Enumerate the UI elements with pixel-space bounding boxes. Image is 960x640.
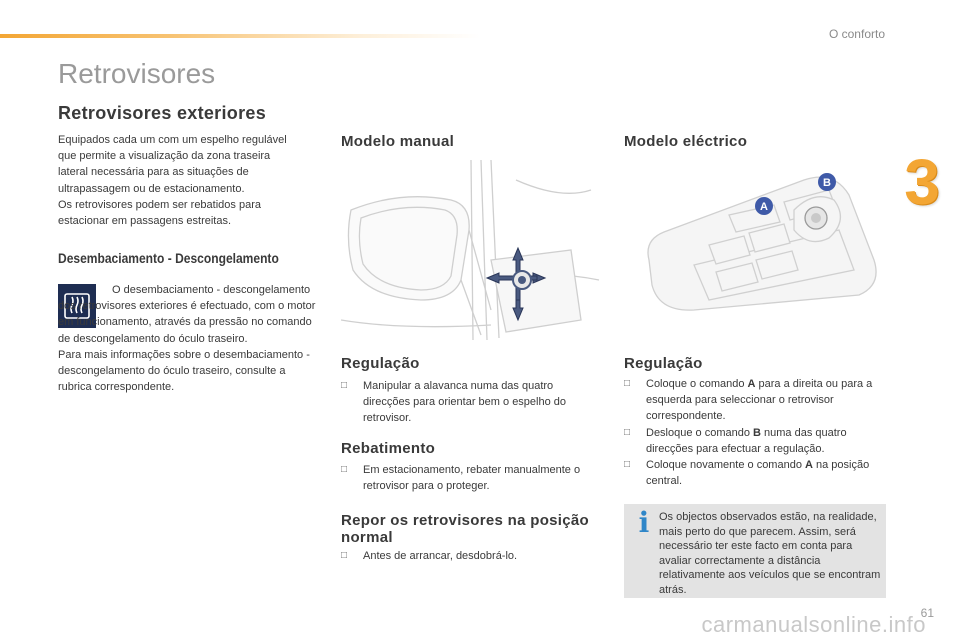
intro-paragraph: Os retrovisores podem ser rebatidos para estacionar em passagens estreitas. [58, 198, 261, 228]
intro-text [58, 132, 298, 229]
page-title: Retrovisores [58, 58, 216, 89]
chapter-label: O conforto [828, 27, 885, 41]
list-item: □ Desloque o comando B numa das quatro direcções para efectuar a regulação. [624, 426, 847, 455]
manual-reset-list [341, 548, 603, 564]
list-item: □ Manipular a alavanca numa das quatro direcções para orientar bem o espelho do retrovisor. [341, 380, 567, 425]
callout-a-label: A [760, 201, 768, 213]
electric-adjust-list [624, 376, 886, 489]
defrost-text [58, 282, 320, 395]
info-icon: i [638, 506, 650, 539]
header-accent-bar [0, 34, 480, 38]
manual-reset-title: Repor os retrovisores na posição normal [341, 512, 590, 546]
defrost-paragraph: O desembaciamento - descongelamento dos retrovisores exteriores é efectuado, com o motor em funcionamento, através da pressão no comando de descongelamento do óculo traseiro. [58, 284, 316, 345]
page-number: 61 [920, 606, 934, 620]
manual-fold-list [341, 462, 603, 494]
intro-paragraph: Equipados cada um com um espelho regulável que permite a visualização da zona traseira lateral necessária para as situações de ultrapassagem ou de estacionamento. [58, 134, 287, 195]
electric-model-title: Modelo eléctrico [624, 133, 748, 150]
callout-b-label: B [823, 177, 831, 189]
info-note [624, 504, 886, 598]
defrost-title: Desembaciamento - Descongelamento [58, 250, 279, 266]
electric-mirror-figure [624, 160, 886, 342]
manual-model-title: Modelo manual [341, 133, 455, 150]
watermark: carmanualsonline.info [701, 612, 926, 637]
manual-adjust-title: Regulação [341, 355, 420, 372]
list-item: □ Coloque novamente o comando A na posição central. [624, 459, 870, 488]
list-item: □ Coloque o comando A para a direita ou para a esquerda para seleccionar o retrovisor correspondente. [624, 378, 873, 423]
defrost-paragraph: Para mais informações sobre o desembaciamento - descongelamento do óculo traseiro, consulte a rubrica correspondente. [58, 348, 310, 394]
manual-mirror-figure [341, 160, 603, 342]
info-text: Os objectos observados estão, na realidade, mais perto do que parecem. Assim, será necessário ter este facto em conta para avaliar correctamente a distância relativamente aos veículos que se encontram atrás. [659, 511, 881, 596]
chapter-number: 3 [904, 146, 940, 218]
electric-adjust-title: Regulação [624, 355, 703, 372]
list-item: □ Em estacionamento, rebater manualmente o retrovisor para o proteger. [341, 464, 581, 493]
list-item: □ Antes de arrancar, desdobrá-lo. [341, 550, 518, 562]
section-title: Retrovisores exteriores [58, 103, 267, 123]
manual-adjust-list [341, 378, 603, 427]
manual-fold-title: Rebatimento [341, 440, 436, 457]
